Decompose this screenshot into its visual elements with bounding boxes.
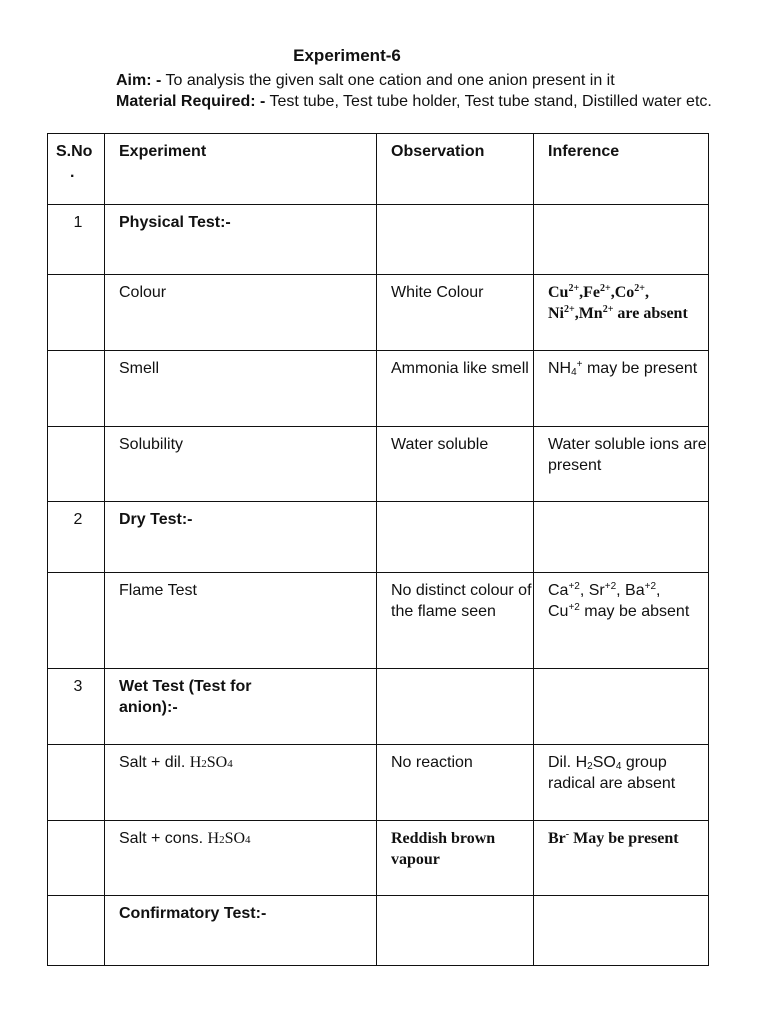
material-label: Material Required: - (116, 93, 266, 110)
row-sno: 3 (73, 678, 83, 695)
material-text: Test tube, Test tube holder, Test tube stand, Distilled water etc. (265, 93, 712, 110)
experiment-meta (116, 70, 716, 112)
header-sno-line1: S.No (56, 143, 93, 160)
row-inference: $NH_4^+$ may be present (534, 351, 709, 427)
table-row (48, 896, 709, 966)
table-row (48, 427, 709, 502)
table-row (48, 351, 709, 427)
row-experiment: Confirmatory Test:- (105, 896, 377, 966)
row-experiment: Salt + cons. H2SO4 (105, 821, 377, 896)
table-row (48, 745, 709, 821)
table-row (48, 821, 709, 896)
material-line (116, 91, 716, 112)
row-inference: $Ca^{+2}$, $Sr^{+2}$, $Ba^{+2}$, $Cu^{+2}$ may be absent (534, 573, 709, 669)
row-observation: Water soluble (377, 427, 534, 502)
row-inference: Dil. $H_2SO_4$ group radical are absent (534, 745, 709, 821)
row-observation: No reaction (377, 745, 534, 821)
row-experiment: Physical Test:- (105, 205, 377, 275)
aim-line (116, 70, 716, 91)
row-observation (377, 502, 534, 573)
row-sno: 2 (73, 511, 83, 528)
page-title: Experiment-6 (293, 46, 401, 65)
table-row (48, 275, 709, 351)
row-experiment: Salt + dil. H2SO4 (105, 745, 377, 821)
header-inference: Inference (534, 134, 709, 205)
row-observation: Reddish brown vapour (377, 821, 534, 896)
table-header-row (48, 134, 709, 205)
header-observation: Observation (377, 134, 534, 205)
row-inference (534, 669, 709, 745)
aim-label: Aim: - (116, 72, 162, 89)
table-row (48, 573, 709, 669)
row-inference (534, 896, 709, 966)
row-inference: $Cu^{2+},Fe^{2+},Co^{2+}$, $Ni^{2+},Mn^{2+}$ are absent (534, 275, 709, 351)
row-observation: Ammonia like smell (377, 351, 534, 427)
table-row (48, 669, 709, 745)
header-sno (48, 134, 105, 205)
row-observation (377, 669, 534, 745)
row-sno: 1 (73, 214, 83, 231)
header-sno-line2: . (70, 164, 75, 181)
row-experiment: Smell (105, 351, 377, 427)
row-inference: Water soluble ions are present (534, 427, 709, 502)
row-inference: Br- May be present (534, 821, 709, 896)
experiment-table (47, 133, 709, 966)
aim-text: To analysis the given salt one cation and one anion present in it (161, 72, 615, 89)
row-observation (377, 896, 534, 966)
row-observation: White Colour (377, 275, 534, 351)
row-inference (534, 502, 709, 573)
row-observation: No distinct colour of the flame seen (377, 573, 534, 669)
row-observation (377, 205, 534, 275)
row-experiment: Flame Test (105, 573, 377, 669)
row-experiment: Wet Test (Test for anion):- (105, 669, 377, 745)
row-experiment: Colour (105, 275, 377, 351)
table-row (48, 502, 709, 573)
header-experiment: Experiment (105, 134, 377, 205)
row-experiment: Dry Test:- (105, 502, 377, 573)
row-inference (534, 205, 709, 275)
table-row (48, 205, 709, 275)
row-experiment: Solubility (105, 427, 377, 502)
